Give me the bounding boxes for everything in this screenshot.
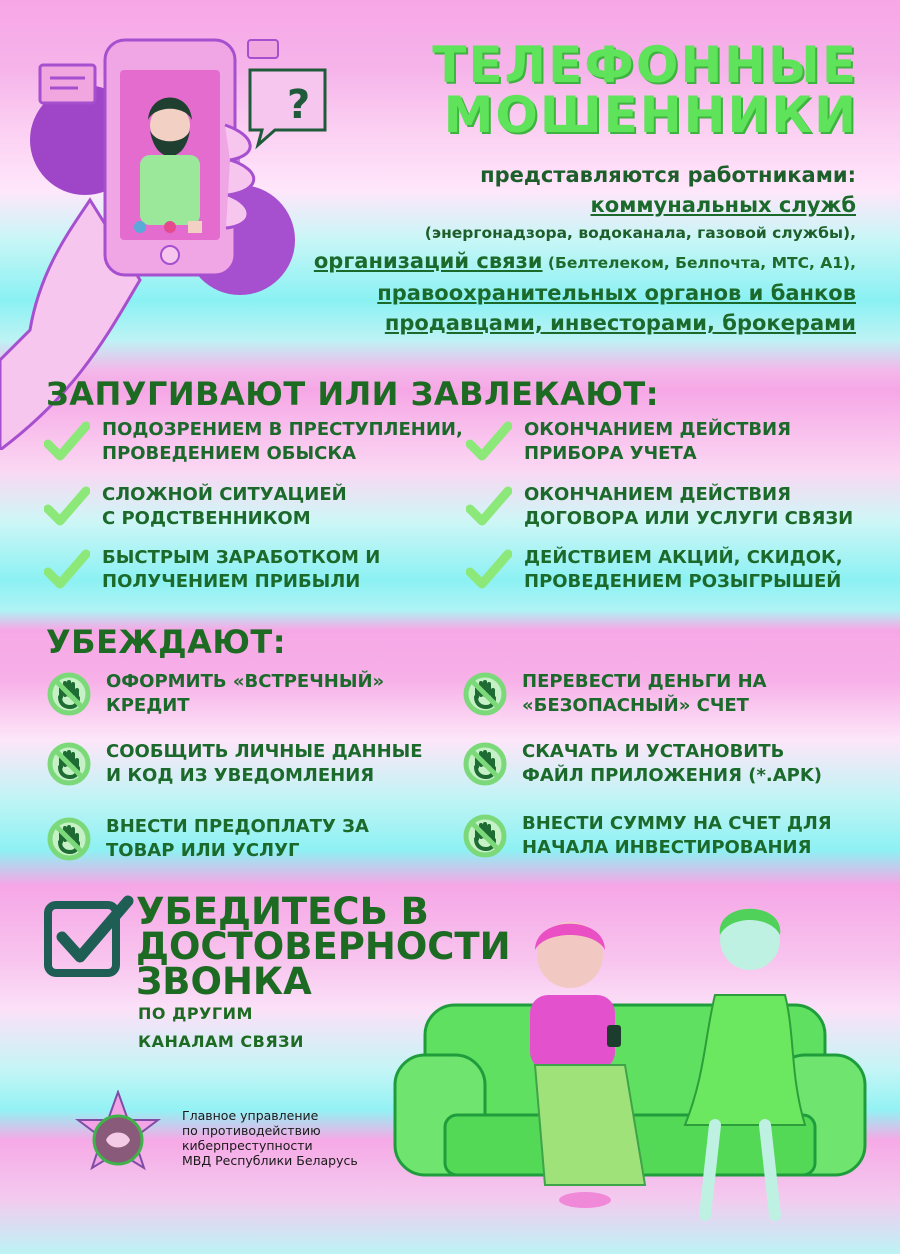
stop-hand-icon <box>46 816 92 862</box>
convince-item-6-line-1: ВНЕСТИ СУММУ НА СЧЕТ ДЛЯ <box>522 813 832 834</box>
scare-item-2 <box>466 418 791 466</box>
check-icon <box>466 548 512 592</box>
org-line-3: киберпреступности <box>182 1138 313 1153</box>
convince-heading: УБЕЖДАЮТ: <box>46 623 287 661</box>
verify-subtitle <box>138 1000 304 1056</box>
poster-title <box>378 36 858 144</box>
stop-hand-icon <box>462 741 508 787</box>
title-line-1: ТЕЛЕФОННЫЕ <box>432 36 858 94</box>
verify-line-2: ДОСТОВЕРНОСТИ <box>136 925 511 968</box>
scare-item-2-line-2: ПРИБОРА УЧЕТА <box>524 443 697 464</box>
scare-item-5-line-1: БЫСТРЫМ ЗАРАБОТКОМ И <box>102 547 381 568</box>
intro-communal: коммунальных служб <box>590 193 856 217</box>
stop-hand-icon <box>46 741 92 787</box>
intro-block <box>236 160 856 338</box>
verify-sub-line-2: КАНАЛАМ СВЯЗИ <box>138 1032 304 1051</box>
convince-item-1 <box>46 670 384 718</box>
sofa-characters-illustration <box>385 895 875 1235</box>
convince-item-3-line-2: И КОД ИЗ УВЕДОМЛЕНИЯ <box>106 765 375 786</box>
scare-item-6-line-2: ПРОВЕДЕНИЕМ РОЗЫГРЫШЕЙ <box>524 571 842 592</box>
convince-item-1-line-1: ОФОРМИТЬ «ВСТРЕЧНЫЙ» <box>106 671 385 692</box>
scare-item-3 <box>44 483 347 531</box>
scare-item-6-line-1: ДЕЙСТВИЕМ АКЦИЙ, СКИДОК, <box>524 547 843 568</box>
scare-item-5-line-2: ПОЛУЧЕНИЕМ ПРИБЫЛИ <box>102 571 361 592</box>
scare-item-3-line-1: СЛОЖНОЙ СИТУАЦИЕЙ <box>102 484 347 505</box>
verify-sub-line-1: ПО ДРУГИМ <box>138 1004 253 1023</box>
check-icon <box>466 420 512 464</box>
convince-item-5 <box>46 815 369 863</box>
checkbox-icon <box>44 895 134 980</box>
org-line-2: по противодействию <box>182 1123 321 1138</box>
scare-item-3-line-2: С РОДСТВЕННИКОМ <box>102 508 311 529</box>
ministry-emblem-icon <box>70 1090 166 1190</box>
convince-item-2-line-2: «БЕЗОПАСНЫЙ» СЧЕТ <box>522 695 749 716</box>
intro-telecom: организаций связи <box>313 249 543 273</box>
scare-heading: ЗАПУГИВАЮТ ИЛИ ЗАВЛЕКАЮТ: <box>46 375 660 413</box>
convince-item-6 <box>462 812 832 860</box>
org-line-4: МВД Республики Беларусь <box>182 1153 358 1168</box>
org-line-1: Главное управление <box>182 1108 319 1123</box>
convince-item-2-line-1: ПЕРЕВЕСТИ ДЕНЬГИ НА <box>522 671 767 692</box>
scare-item-4-line-1: ОКОНЧАНИЕМ ДЕЙСТВИЯ <box>524 484 791 505</box>
convince-item-4 <box>462 740 822 788</box>
scare-item-1-line-2: ПРОВЕДЕНИЕМ ОБЫСКА <box>102 443 357 464</box>
check-icon <box>44 420 90 464</box>
scare-item-2-line-1: ОКОНЧАНИЕМ ДЕЙСТВИЯ <box>524 419 791 440</box>
stop-hand-icon <box>462 813 508 859</box>
scare-item-1 <box>44 418 463 466</box>
check-icon <box>44 548 90 592</box>
convince-item-6-line-2: НАЧАЛА ИНВЕСТИРОВАНИЯ <box>522 837 812 858</box>
verify-line-3: ЗВОНКА <box>136 960 312 1003</box>
convince-item-5-line-2: ТОВАР ИЛИ УСЛУГ <box>106 840 300 861</box>
title-line-2: МОШЕННИКИ <box>443 86 858 144</box>
convince-item-5-line-1: ВНЕСТИ ПРЕДОПЛАТУ ЗА <box>106 816 369 837</box>
scare-item-4 <box>466 483 853 531</box>
intro-sellers: продавцами, инвесторами, брокерами <box>384 311 856 335</box>
scare-item-5 <box>44 546 380 594</box>
intro-telecom-detail: (Белтелеком, Белпочта, МТС, А1), <box>542 254 856 272</box>
convince-item-2 <box>462 670 767 718</box>
verify-line-1: УБЕДИТЕСЬ В <box>136 890 429 933</box>
convince-item-4-line-1: СКАЧАТЬ И УСТАНОВИТЬ <box>522 741 785 762</box>
intro-lead: представляются работниками: <box>480 163 856 187</box>
svg-text:?: ? <box>287 82 311 128</box>
scare-item-4-line-2: ДОГОВОРА ИЛИ УСЛУГИ СВЯЗИ <box>524 508 854 529</box>
convince-item-3-line-1: СООБЩИТЬ ЛИЧНЫЕ ДАННЫЕ <box>106 741 423 762</box>
intro-communal-detail: (энергонадзора, водоканала, газовой службы), <box>424 224 856 242</box>
check-icon <box>466 485 512 529</box>
convince-item-1-line-2: КРЕДИТ <box>106 695 190 716</box>
intro-law: правоохранительных органов и банков <box>377 281 856 305</box>
convince-item-4-line-2: ФАЙЛ ПРИЛОЖЕНИЯ (*.APK) <box>522 765 822 786</box>
stop-hand-icon <box>462 671 508 717</box>
convince-item-3 <box>46 740 423 788</box>
check-icon <box>44 485 90 529</box>
scare-item-1-line-1: ПОДОЗРЕНИЕМ В ПРЕСТУПЛЕНИИ, <box>102 419 463 440</box>
organization-name <box>182 1108 402 1168</box>
scare-item-6 <box>466 546 843 594</box>
stop-hand-icon <box>46 671 92 717</box>
